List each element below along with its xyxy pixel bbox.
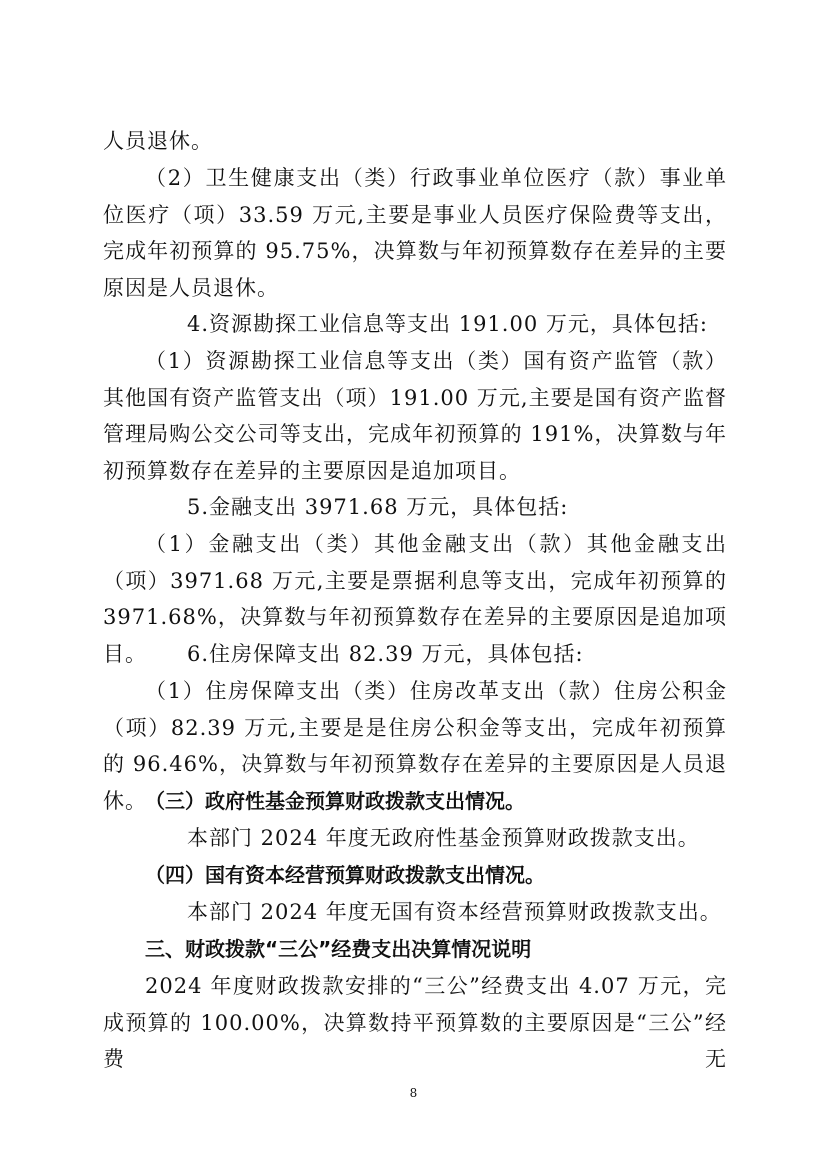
paragraph-state-capital: 本部门 2024 年度无国有资本经营预算财政拨款支出。 <box>187 900 722 924</box>
section-housing-expenditure: 6.住房保障支出 82.39 万元，具体包括: <box>187 642 584 666</box>
paragraph-housing-expenditure: （1）住房保障支出（类）住房改革支出（款）住房公积金（项）82.39 万元,主要是是住房公积金等支出，完成年初预算的 96.46%，决算数与年初预算数存在差异的主要原因是人员退休。 <box>103 679 727 813</box>
section-resource-expenditure: 4.资源勘探工业信息等支出 191.00 万元，具体包括: <box>187 312 708 336</box>
paragraph-government-fund: 本部门 2024 年度无政府性基金预算财政拨款支出。 <box>187 826 700 850</box>
paragraph-three-public-expenses: 2024 年度财政拨款安排的“三公”经费支出 4.07 万元，完成预算的 100.00%，决算数持平预算数的主要原因是“三公”经费无 <box>103 974 727 1072</box>
heading-three-public-expenses: 三、财政拨款“三公”经费支出决算情况说明 <box>145 937 532 961</box>
paragraph-resource-expenditure: （1）资源勘探工业信息等支出（类）国有资产监管（款）其他国有资产监管支出（项）191.00 万元,主要是国有资产监督管理局购公交公司等支出，完成年初预算的 191%，决算数与年初预算数存在差异的主要原因是追加项目。 <box>103 349 727 483</box>
paragraph-finance-expenditure: （1）金融支出（类）其他金融支出（款）其他金融支出（项）3971.68 万元,主要是票据利息等支出，完成年初预算的 3971.68%，决算数与年初预算数存在差异的主要原因是追加项目。 <box>103 532 727 666</box>
paragraph-continuation: 人员退休。 <box>103 129 213 153</box>
heading-state-capital: （四）国有资本经营预算财政拨款支出情况。 <box>145 863 545 887</box>
section-finance-expenditure: 5.金融支出 3971.68 万元，具体包括: <box>187 495 569 519</box>
page-number: 8 <box>409 1086 418 1100</box>
heading-government-fund: （三）政府性基金预算财政拨款支出情况。 <box>145 789 525 813</box>
paragraph-health-expenditure: （2）卫生健康支出（类）行政事业单位医疗（款）事业单位医疗（项）33.59 万元,主要是事业人员医疗保险费等支出，完成年初预算的 95.75%，决算数与年初预算数存在差异的主要原因是人员退休。 <box>103 166 727 300</box>
